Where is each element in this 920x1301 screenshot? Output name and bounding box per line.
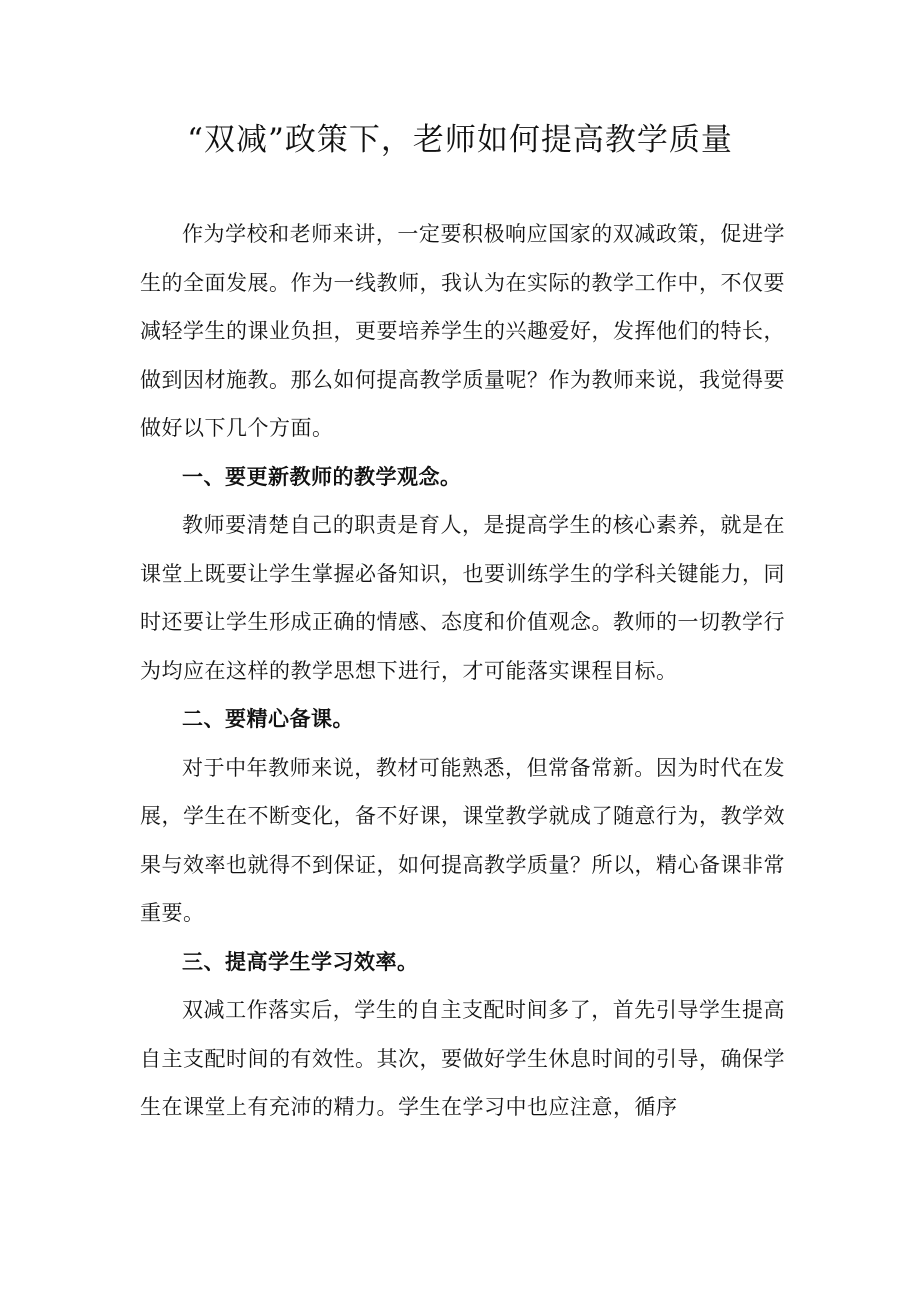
document-body: [140, 210, 785, 1132]
section-paragraph-1: 教师要清楚自己的职责是育人，是提高学生的核心素养，就是在课堂上既要让学生掌握必备知识，也要训练学生的学科关键能力，同时还要让学生形成正确的情感、态度和价值观念。教师的一切教学行为均应在这样的教学思想下进行，才可能落实课程目标。: [140, 513, 785, 683]
section-paragraph-3: 双减工作落实后，学生的自主支配时间多了，首先引导学生提高自主支配时间的有效性。其次，要做好学生休息时间的引导，确保学生在课堂上有充沛的精力。学生在学习中也应注意，循序: [140, 998, 785, 1119]
document-title: “双减”政策下，老师如何提高教学质量: [187, 122, 733, 158]
section-paragraph-2: 对于中年教师来说，教材可能熟悉，但常备常新。因为时代在发展，学生在不断变化，备不好课，课堂教学就成了随意行为，教学效果与效率也就得不到保证，如何提高教学质量？所以，精心备课非常重要。: [140, 755, 785, 925]
section-heading-2: 二、要精心备课。: [182, 706, 354, 731]
section-heading-3: 三、提高学生学习效率。: [182, 948, 419, 974]
intro-paragraph: 作为学校和老师来讲，一定要积极响应国家的双减政策，促进学生的全面发展。作为一线教师，我认为在实际的教学工作中，不仅要减轻学生的课业负担，更要培养学生的兴趣爱好，发挥他们的特长，做到因材施教。那么如何提高教学质量呢？作为教师来说，我觉得要做好以下几个方面。: [140, 222, 785, 440]
section-heading-1: 一、要更新教师的教学观念。: [182, 463, 462, 489]
